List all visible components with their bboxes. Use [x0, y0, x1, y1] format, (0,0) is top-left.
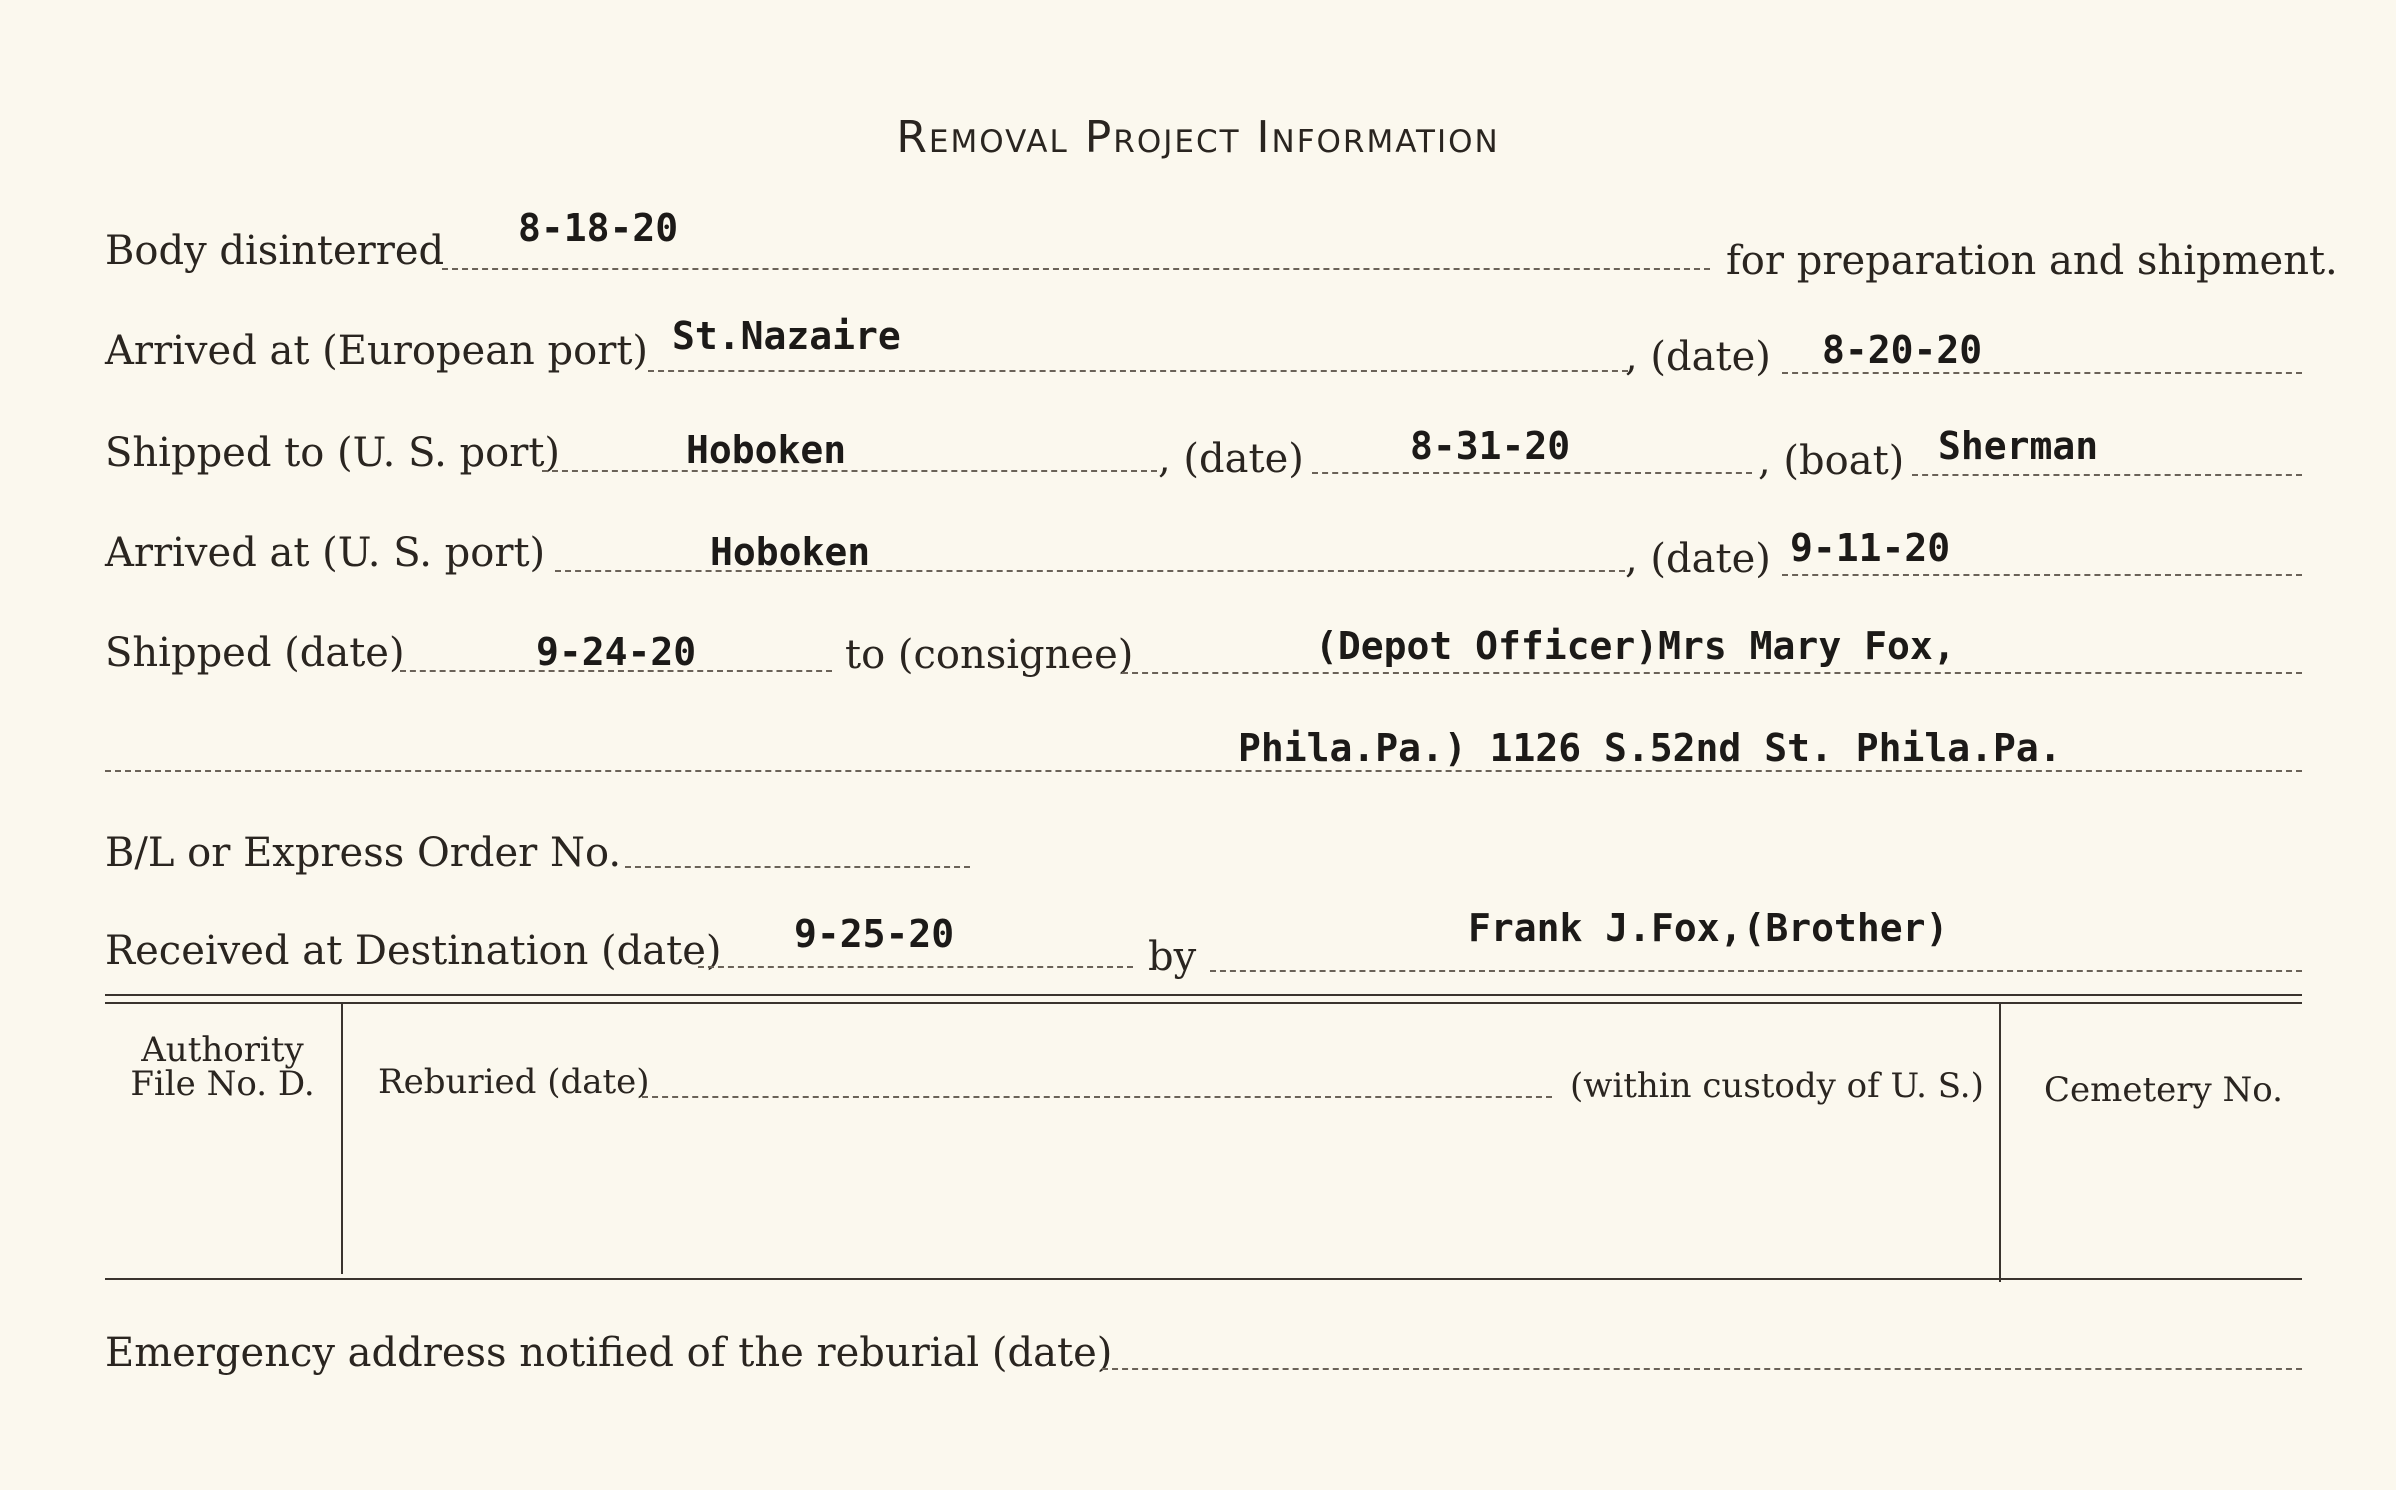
reburied-line — [642, 1096, 1552, 1098]
received-date: 9-25-20 — [794, 912, 955, 956]
arrived-us-port: Hoboken — [710, 530, 871, 574]
cemetery-label: Cemetery No. — [2044, 1070, 2283, 1110]
arrived-european-date: 8-20-20 — [1822, 328, 1983, 372]
box-bottom-rule — [105, 1278, 2302, 1280]
arrived-us-date: 9-11-20 — [1790, 526, 1951, 570]
consignee-line — [1122, 672, 2302, 674]
authority-label-1: Authority — [141, 1030, 304, 1070]
shipped-us-date: 8-31-20 — [1410, 424, 1571, 468]
shipped-us-label: Shipped to (U. S. port) — [105, 430, 560, 476]
body-disinterred-line — [442, 268, 1710, 270]
received-by-line — [1210, 970, 2302, 972]
box-divider-left — [341, 1004, 343, 1274]
shipped-us-port-line — [542, 470, 1157, 472]
arrived-european-label: Arrived at (European port) — [105, 328, 649, 374]
emergency-line — [1102, 1368, 2302, 1370]
bl-order-line — [625, 866, 970, 868]
consignee-line-2 — [105, 770, 2302, 772]
consignee-label: to (consignee) — [845, 632, 1134, 678]
arrived-european-date-line — [1782, 372, 2302, 374]
arrived-european-port: St.Nazaire — [672, 314, 901, 358]
shipped-us-boat-label: , (boat) — [1758, 438, 1905, 484]
received-label: Received at Destination (date) — [105, 928, 722, 974]
consignee-value-2: Phila.Pa.) 1126 S.52nd St. Phila.Pa. — [1238, 726, 2062, 770]
shipped-us-date-label: , (date) — [1158, 436, 1304, 482]
box-divider-right — [1999, 1004, 2001, 1282]
body-disinterred-value: 8-18-20 — [518, 206, 679, 250]
arrived-us-date-line — [1782, 574, 2302, 576]
card-title: Removal Project Information — [896, 112, 1500, 163]
received-by: Frank J.Fox,(Brother) — [1468, 906, 1949, 950]
box-top-rule — [105, 994, 2302, 996]
arrived-european-date-label: , (date) — [1625, 334, 1771, 380]
custody-label: (within custody of U. S.) — [1570, 1066, 1984, 1106]
body-disinterred-label: Body disinterred — [105, 228, 445, 274]
shipped-us-port: Hoboken — [686, 428, 847, 472]
emergency-label: Emergency address notified of the reburial (date) — [105, 1330, 1113, 1376]
arrived-european-line — [648, 370, 1628, 372]
reburied-label: Reburied (date) — [378, 1062, 650, 1102]
shipped-date-label: Shipped (date) — [105, 630, 405, 676]
consignee-value: (Depot Officer)Mrs Mary Fox, — [1315, 624, 1956, 668]
received-date-line — [698, 966, 1133, 968]
shipped-us-date-line — [1312, 472, 1752, 474]
authority-label-2: File No. D. — [130, 1064, 315, 1104]
box-top-rule-2 — [105, 1002, 2302, 1004]
received-by-label: by — [1148, 934, 1197, 980]
arrived-us-label: Arrived at (U. S. port) — [105, 530, 546, 576]
shipped-date: 9-24-20 — [536, 630, 697, 674]
arrived-us-date-label: , (date) — [1625, 536, 1771, 582]
bl-order-label: B/L or Express Order No. — [105, 830, 622, 876]
shipped-us-boat: Sherman — [1938, 424, 2099, 468]
shipped-us-boat-line — [1912, 474, 2302, 476]
body-disinterred-suffix: for preparation and shipment. — [1726, 238, 2338, 284]
